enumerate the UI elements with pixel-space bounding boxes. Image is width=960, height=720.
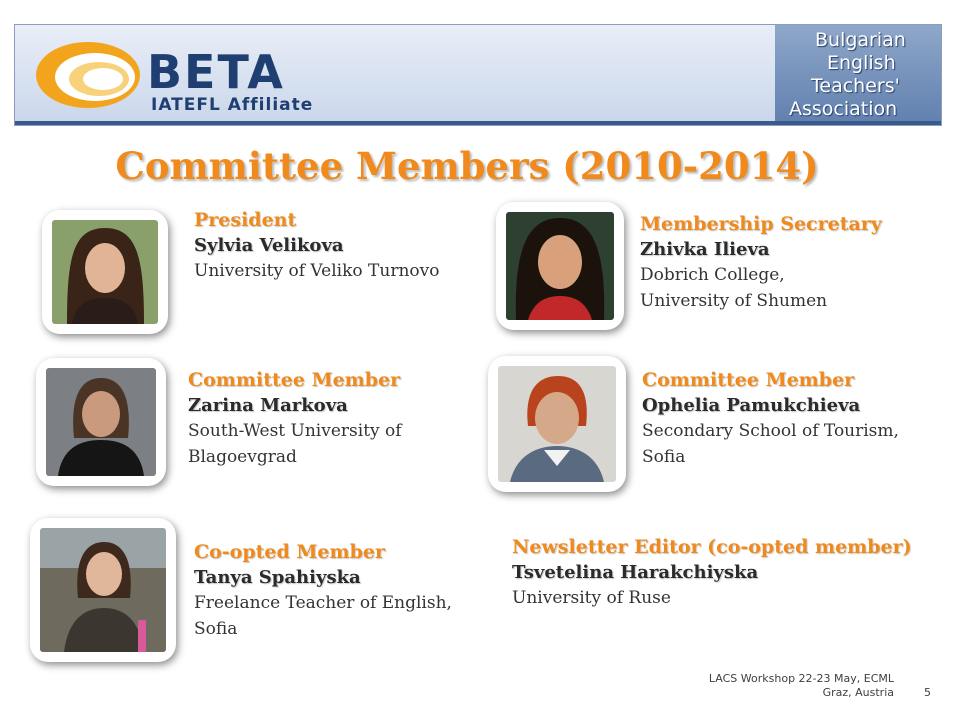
portrait-image xyxy=(498,366,616,482)
association-line: Association xyxy=(789,98,898,120)
member-affiliation: South-West University of xyxy=(188,421,402,441)
member-name: Tanya Spahiyska xyxy=(194,567,361,588)
photo-frame-committee-member-2 xyxy=(488,356,626,492)
member-president xyxy=(194,208,439,284)
slide-footer xyxy=(680,672,894,700)
member-newsletter-editor xyxy=(512,535,912,611)
member-affiliation: Sofia xyxy=(642,447,686,467)
portrait-image xyxy=(46,368,156,476)
portrait-image xyxy=(40,528,166,652)
member-role: Committee Member xyxy=(642,369,855,391)
member-affiliation: University of Ruse xyxy=(512,588,671,608)
member-affiliation: University of Shumen xyxy=(640,291,828,311)
portrait-image xyxy=(506,212,614,320)
member-name: Ophelia Pamukchieva xyxy=(642,395,861,416)
footer-line: LACS Workshop 22-23 May, ECML xyxy=(708,672,894,685)
member-committee-member-1 xyxy=(188,368,402,470)
member-affiliation: Secondary School of Tourism, xyxy=(642,421,899,441)
slide-title: Committee Members (2010-2014) xyxy=(115,144,819,188)
portrait-image xyxy=(52,220,158,324)
member-committee-member-2 xyxy=(642,368,899,470)
association-line: Teachers' xyxy=(811,75,900,97)
member-co-opted xyxy=(194,540,452,642)
association-line: English xyxy=(827,52,896,74)
member-name: Tsvetelina Harakchiyska xyxy=(512,562,759,583)
logo-word: BETA xyxy=(147,45,285,99)
member-affiliation: University of Veliko Turnovo xyxy=(194,261,440,281)
member-role: Newsletter Editor (co-opted member) xyxy=(512,536,912,558)
association-name xyxy=(789,29,941,121)
member-role: Co-opted Member xyxy=(194,541,386,563)
photo-frame-committee-member-1 xyxy=(36,358,166,486)
member-membership-secretary xyxy=(640,212,882,314)
member-role: Committee Member xyxy=(188,369,401,391)
photo-frame-membership-secretary xyxy=(496,202,624,330)
banner-divider xyxy=(15,121,942,125)
beta-banner xyxy=(14,24,942,126)
association-line: Bulgarian xyxy=(815,29,906,51)
member-name: Zhivka Ilieva xyxy=(640,239,770,260)
page-number: 5 xyxy=(924,686,931,699)
logo-subtitle: IATEFL Affiliate xyxy=(151,95,314,115)
member-affiliation: Blagoevgrad xyxy=(188,447,297,467)
member-name: Sylvia Velikova xyxy=(194,235,344,256)
photo-frame-co-opted-member xyxy=(30,518,176,662)
member-affiliation: Sofia xyxy=(194,619,238,639)
member-role: President xyxy=(194,209,297,231)
photo-frame-president xyxy=(42,210,168,334)
footer-line: Graz, Austria xyxy=(822,686,894,699)
member-role: Membership Secretary xyxy=(640,213,882,235)
member-affiliation: Freelance Teacher of English, xyxy=(194,593,452,613)
member-name: Zarina Markova xyxy=(188,395,348,416)
beta-logo-icon xyxy=(33,39,143,111)
member-affiliation: Dobrich College, xyxy=(640,265,785,285)
